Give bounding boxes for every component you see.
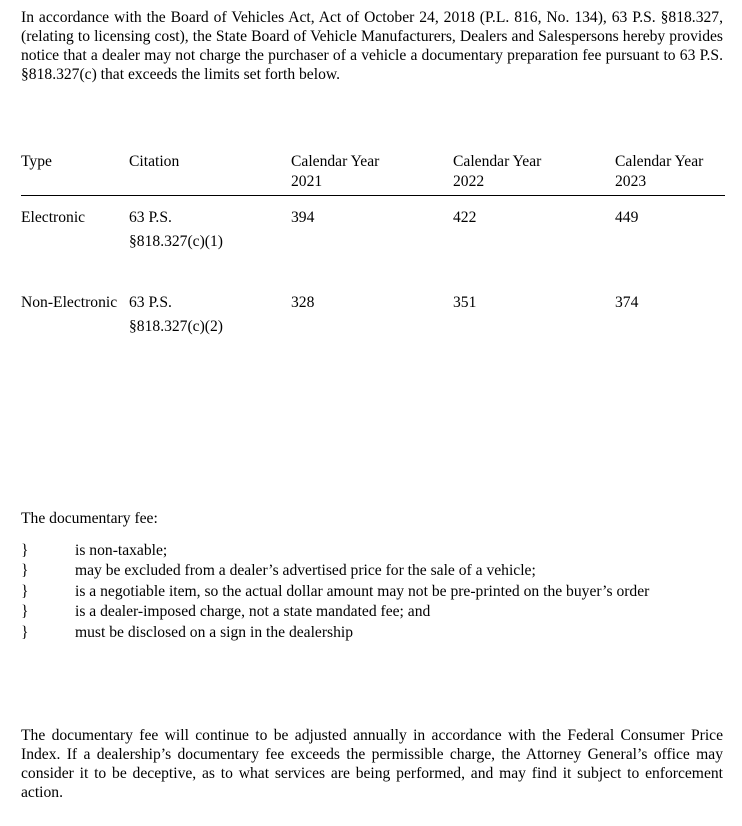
brace-marker: } xyxy=(21,582,29,600)
brace-marker: } xyxy=(21,542,29,559)
list-item xyxy=(21,541,723,561)
row-value-2023: 374 xyxy=(615,294,639,311)
row-value-2021: 394 xyxy=(291,209,315,226)
header-year-2021 xyxy=(291,152,379,192)
row-value-2022: 422 xyxy=(453,209,477,226)
list-item-text: must be disclosed on a sign in the dealership xyxy=(75,623,354,641)
list-item-text: is a dealer-imposed charge, not a state mandated fee; and xyxy=(75,603,431,621)
list-item xyxy=(21,602,723,622)
header-year-2021-line2: 2021 xyxy=(291,173,323,190)
row-value-2023: 449 xyxy=(615,209,639,226)
table-header-row xyxy=(21,152,725,196)
list-item xyxy=(21,623,723,643)
header-year-2023-line2: 2023 xyxy=(615,173,647,190)
brace-marker: } xyxy=(21,623,29,641)
brace-marker: } xyxy=(21,603,29,621)
list-item-text: may be excluded from a dealer’s advertised price for the sale of a vehicle; xyxy=(75,562,536,580)
row-type: Electronic xyxy=(21,209,86,226)
fee-table xyxy=(21,152,725,353)
table-row xyxy=(21,208,725,293)
header-year-2023-line1: Calendar Year xyxy=(615,153,704,170)
list-item-text: is non-taxable; xyxy=(75,542,168,559)
intro-paragraph: In accordance with the Board of Vehicles Act, Act of October 24, 2018 (P.L. 816, No. 134), 63 P.S. §818.327, (relating to licensing cost), the State Board of Vehicle Manufacturers, Dealers and Salespersons hereby provides notice that a dealer may not charge the purchaser of a vehicle a documentary preparation fee pursuant to 63 P.S. §818.327(c) that exceeds the limits set forth below. xyxy=(21,9,723,83)
row-citation-line1: 63 P.S. xyxy=(129,209,172,226)
header-year-2022 xyxy=(453,152,541,192)
row-citation-line2: §818.327(c)(1) xyxy=(129,233,223,250)
list-item xyxy=(21,582,723,602)
fee-bullet-list xyxy=(21,541,723,643)
table-row xyxy=(21,293,725,353)
header-year-2022-line2: 2022 xyxy=(453,173,485,190)
fee-label: The documentary fee: xyxy=(21,510,158,527)
row-value-2022: 351 xyxy=(453,294,477,311)
header-year-2023 xyxy=(615,152,703,192)
row-value-2021: 328 xyxy=(291,294,315,311)
list-item xyxy=(21,561,723,581)
row-citation-line2: §818.327(c)(2) xyxy=(129,318,223,335)
header-type: Type xyxy=(21,153,52,170)
closing-paragraph: The documentary fee will continue to be adjusted annually in accordance with the Federal Consumer Price Index. If a dealership’s documentary fee exceeds the permissible charge, the Attorney General’s office may consider it to be deceptive, as to what services are being performed, and may find it subject to enforcement action. xyxy=(21,727,723,801)
row-citation xyxy=(129,208,223,252)
header-year-2022-line1: Calendar Year xyxy=(453,153,542,170)
brace-marker: } xyxy=(21,562,29,580)
list-item-text: is a negotiable item, so the actual dollar amount may not be pre-printed on the buyer’s order xyxy=(75,582,650,600)
header-citation: Citation xyxy=(129,153,180,170)
row-citation-line1: 63 P.S. xyxy=(129,294,172,311)
row-type: Non-Electronic xyxy=(21,294,118,311)
header-year-2021-line1: Calendar Year xyxy=(291,153,380,170)
row-citation xyxy=(129,293,223,337)
